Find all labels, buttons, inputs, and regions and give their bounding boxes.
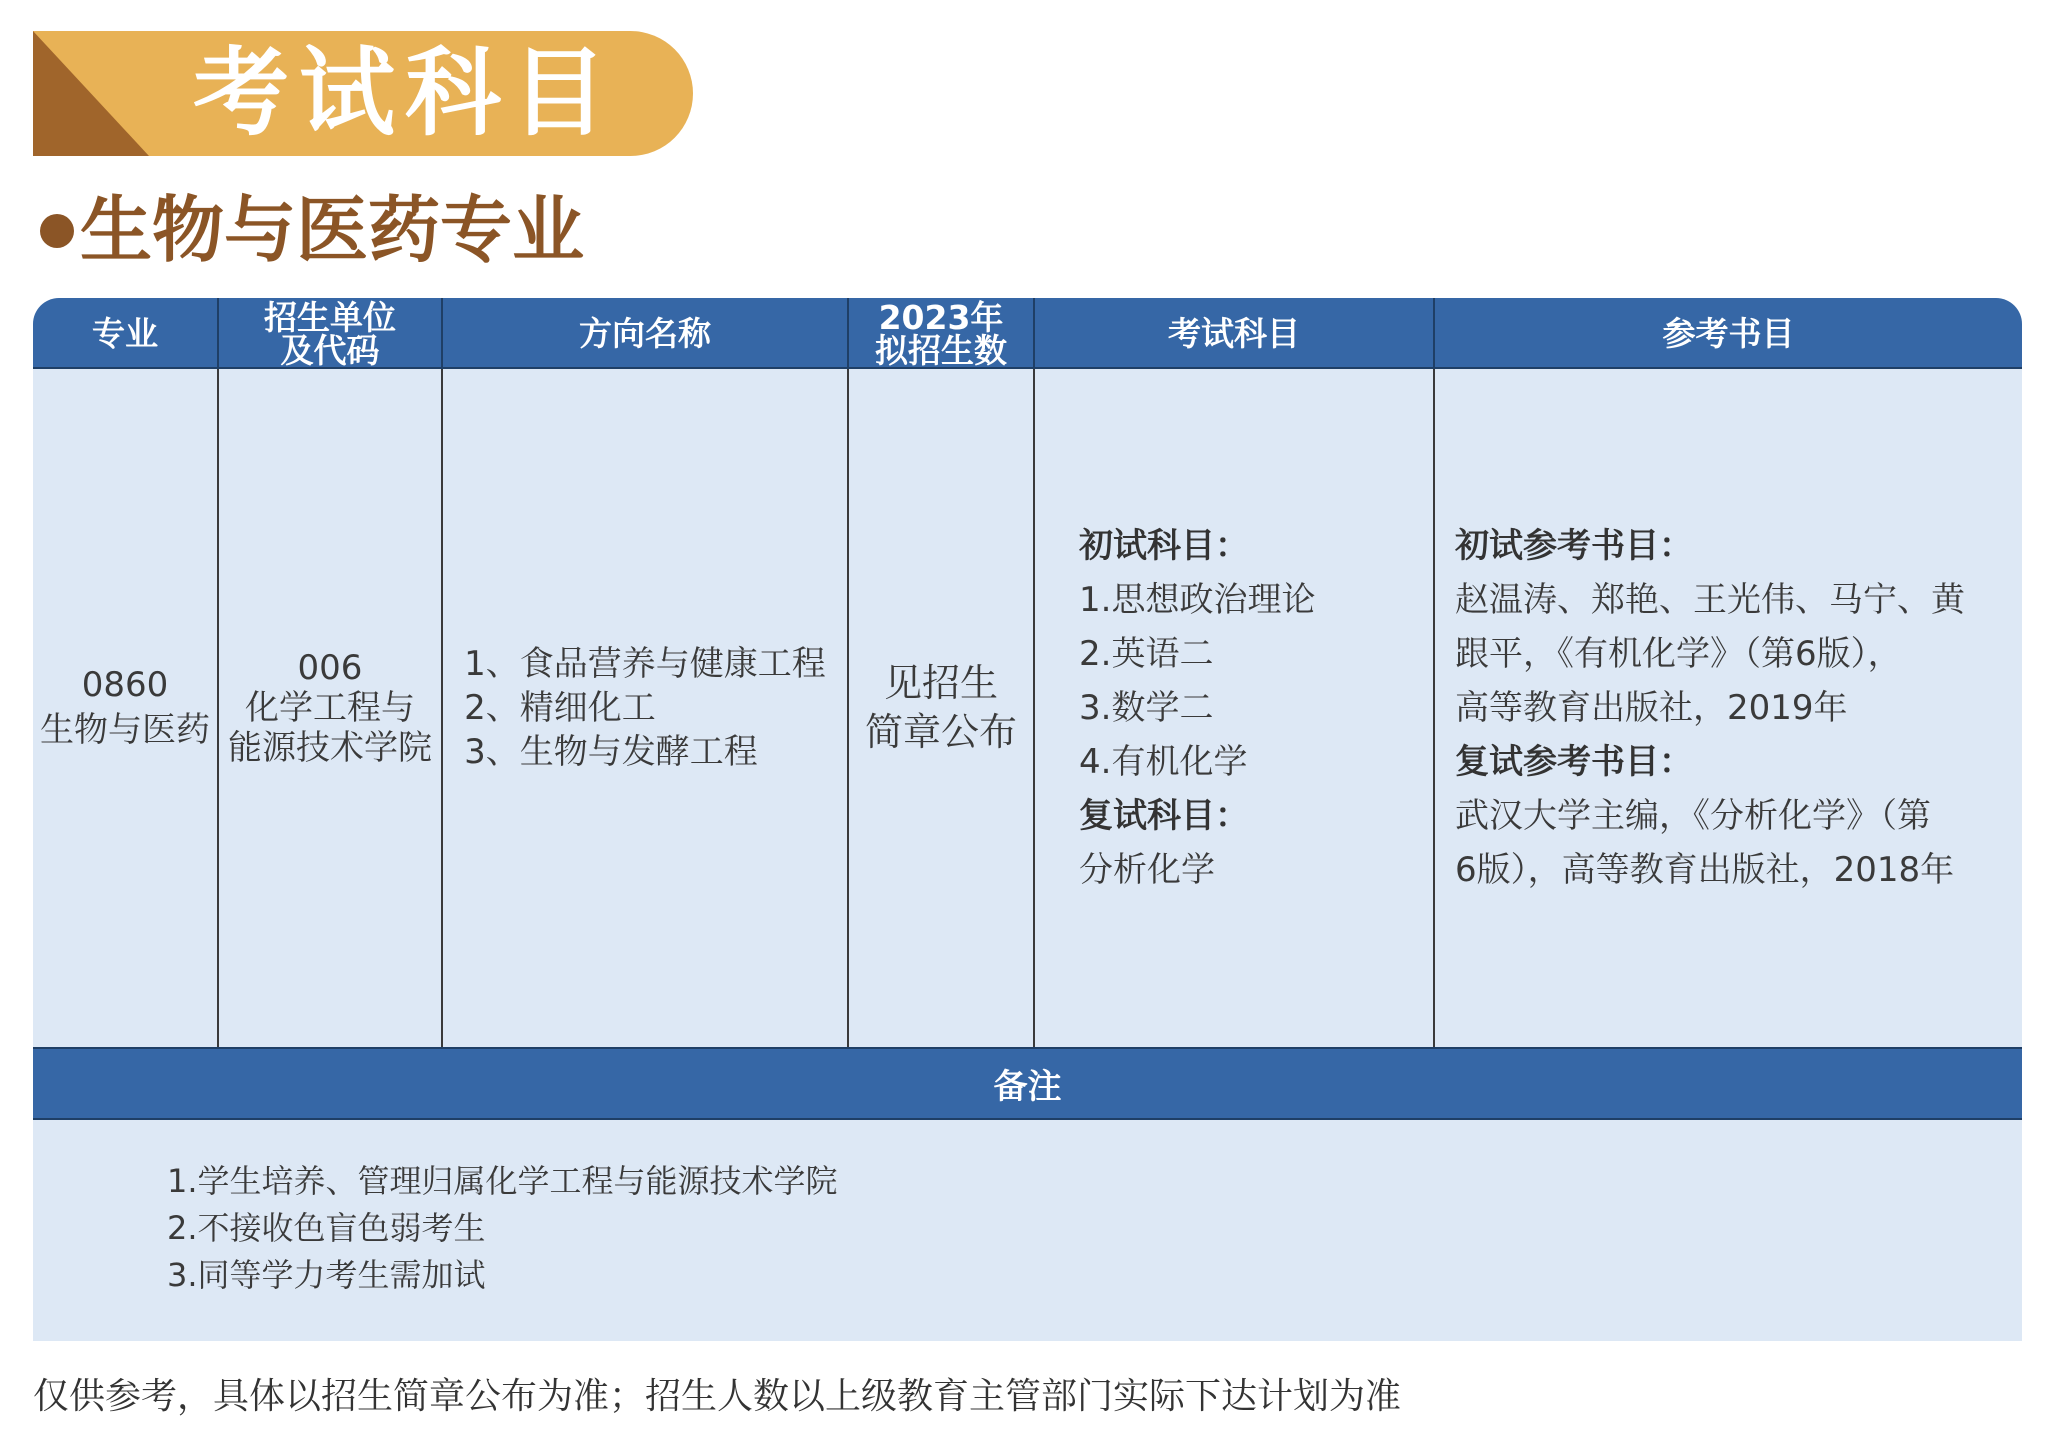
footer-disclaimer: 仅供参考，具体以招生简章公布为准；招生人数以上级教育主管部门实际下达计划为准 <box>33 1376 1402 1417</box>
books-retest-line: 武汉大学主编，《分析化学》（第 <box>1455 796 1931 836</box>
title-banner <box>33 31 693 156</box>
books-initial-line: 高等教育出版社，2019年 <box>1455 688 1848 728</box>
exam-initial-item: 1.思想政治理论 <box>1079 580 1316 620</box>
note-item: 2.不接收色盲色弱考生 <box>167 1209 486 1247</box>
direction-item: 1、食品营养与健康工程 <box>464 644 826 684</box>
header-major: 专业 <box>92 314 158 353</box>
note-item: 3.同等学力考生需加试 <box>167 1256 486 1294</box>
cell-unit: 006 化学工程与 能源技术学院 <box>228 647 432 769</box>
section-title: 生物与医药专业 <box>80 188 585 272</box>
exam-table <box>33 298 2022 1341</box>
header-direction: 方向名称 <box>579 314 711 353</box>
bullet-icon <box>40 214 74 248</box>
exam-initial-item: 4.有机化学 <box>1079 742 1248 782</box>
direction-item: 2、精细化工 <box>464 688 656 728</box>
banner-title: 考试科目 <box>193 37 617 149</box>
header-quota: 2023年 拟招生数 <box>875 297 1007 370</box>
note-item: 1.学生培养、管理归属化学工程与能源技术学院 <box>167 1162 838 1200</box>
cell-major: 0860 生物与医药 <box>40 665 210 750</box>
header-unit: 招生单位 及代码 <box>264 297 396 370</box>
section-heading <box>40 185 584 275</box>
books-initial-label: 初试参考书目： <box>1455 526 1693 566</box>
header-exam: 考试科目 <box>1168 314 1300 353</box>
exam-initial-label: 初试科目： <box>1079 526 1249 566</box>
books-initial-line: 跟平，《有机化学》（第6版）， <box>1455 634 1902 674</box>
table-header <box>33 298 2022 369</box>
books-retest-label: 复试参考书目： <box>1455 742 1693 782</box>
cell-books <box>1435 369 2022 1047</box>
exam-retest-item: 分析化学 <box>1079 850 1215 890</box>
exam-initial-item: 3.数学二 <box>1079 688 1214 728</box>
notes-body <box>33 1120 2022 1341</box>
cell-quota: 见招生 简章公布 <box>864 660 1017 754</box>
notes-header: 备注 <box>33 1049 2022 1120</box>
exam-retest-label: 复试科目： <box>1079 796 1249 836</box>
cell-exam <box>1035 369 1433 1047</box>
exam-initial-item: 2.英语二 <box>1079 634 1214 674</box>
table-row <box>33 369 2022 1049</box>
banner-triangle-decoration <box>33 31 149 156</box>
cell-directions <box>443 369 847 1047</box>
direction-item: 3、生物与发酵工程 <box>464 732 758 772</box>
books-initial-line: 赵温涛、郑艳、王光伟、马宁、黄 <box>1455 580 1965 620</box>
books-retest-line: 6版），高等教育出版社，2018年 <box>1455 850 1955 890</box>
header-books: 参考书目 <box>1662 314 1795 353</box>
